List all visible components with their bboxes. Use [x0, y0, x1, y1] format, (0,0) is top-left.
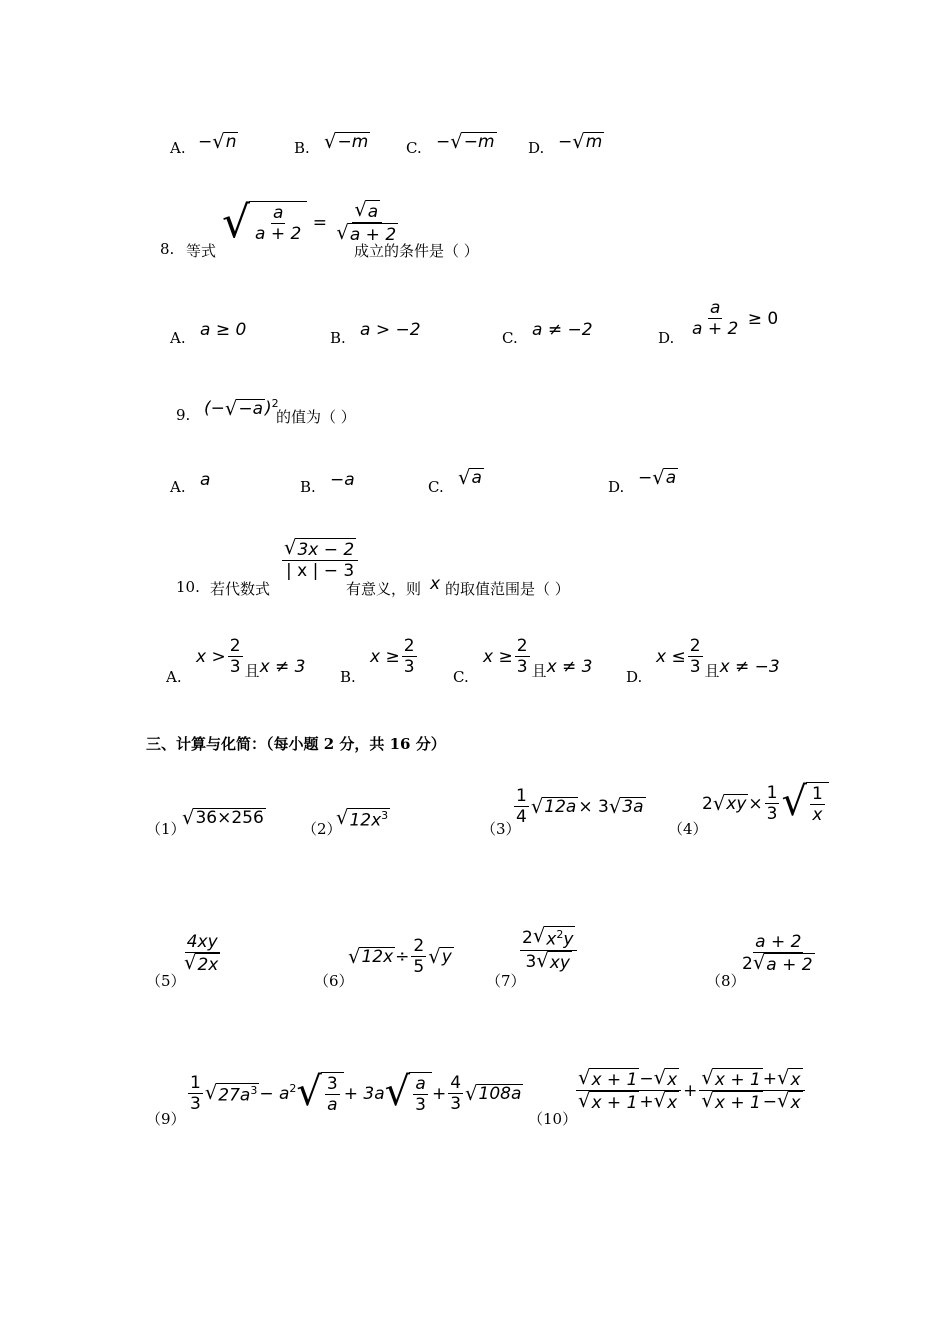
q9-expression: (− √ −a )$^2$ — [204, 396, 279, 420]
q8-option-b-math: a > −2 — [360, 320, 421, 340]
problem-6-expression: √ 12x ÷ $\frac{2}{5}$ √ y — [348, 936, 452, 978]
q7-option-c-math: − √ −m — [436, 130, 495, 153]
q9-option-d-math: − √ a — [638, 466, 677, 489]
q8-option-c-math: a ≠ −2 — [532, 320, 593, 340]
q8-option-d-math: $\frac{a}{a + 2}$ ≥ 0 — [692, 298, 779, 340]
q8-option-c-label: C. — [502, 329, 518, 347]
section-3-title: 三、计算与化简：（每小题 2 分，共 16 分） — [146, 735, 446, 753]
q10-option-c-math: x ≥ $\frac{2}{3}$ 且x ≠ 3 — [483, 636, 593, 680]
q10-option-d-label: D. — [626, 668, 643, 686]
q9-option-b-label: B. — [300, 478, 316, 496]
q7-option-d-label: D. — [528, 139, 545, 157]
problem-4-expression: 2 √ xy × $\frac{1}{3}$ √ $\frac{1}{x}$ — [702, 782, 829, 826]
problem-2-expression: √ $12x^3$ — [336, 806, 389, 831]
q10-option-b-math: x ≥ $\frac{2}{3}$ — [370, 636, 415, 678]
problem-10-expression: √ x + 1 − √ x √ x + 1 + √ x + √ x + 1 + √ x √ x + 1 − √ x — [574, 1068, 807, 1114]
problem-6-label: （6） — [314, 972, 354, 990]
q10-option-b-label: B. — [340, 668, 356, 686]
q7-option-c-label: C. — [406, 139, 422, 157]
q10-expression: √ 3x − 2 | x | − 3 — [280, 538, 360, 582]
problem-3-label: （3） — [481, 820, 521, 838]
q8-suffix: 成立的条件是（ ） — [354, 242, 479, 260]
q8-option-b-label: B. — [330, 329, 346, 347]
q10-option-d-math: x ≤ $\frac{2}{3}$ 且x ≠ −3 — [656, 636, 780, 680]
q10-suffix: 的取值范围是（ ） — [445, 580, 570, 598]
q9-option-a-math: a — [200, 470, 211, 490]
q10-option-a-label: A. — [166, 668, 182, 686]
q10-number: 10. — [176, 578, 200, 596]
problem-5-expression: 4xy √ 2x — [184, 932, 219, 976]
q9-suffix: 的值为（ ） — [276, 408, 356, 426]
q9-option-a-label: A. — [170, 478, 186, 496]
q10-option-a-math: x > $\frac{2}{3}$ 且x ≠ 3 — [196, 636, 306, 680]
problem-4-label: （4） — [668, 820, 708, 838]
problem-9-label: （9） — [146, 1110, 186, 1128]
problem-1-expression: √ 36×256 — [182, 806, 264, 829]
q7-option-d-math: − √ m — [558, 130, 603, 153]
problem-5-label: （5） — [146, 972, 186, 990]
q9-option-b-math: −a — [330, 470, 355, 490]
q8-equation: √ $\frac{a}{a + 2}$ = √ a √ a + 2 — [222, 196, 397, 248]
q9-option-d-label: D. — [608, 478, 625, 496]
q8-option-a-label: A. — [170, 329, 186, 347]
problem-7-expression: 2 √ $x^2y$ 3 √ xy — [518, 926, 579, 973]
q7-option-b-math: √ −m — [324, 130, 369, 153]
q7-option-a-label: A. — [170, 139, 186, 157]
q10-option-c-label: C. — [453, 668, 469, 686]
q8-prefix: 等式 — [186, 242, 217, 260]
problem-3-expression: $\frac{1}{4}$ √ 12a × 3 √ 3a — [516, 786, 644, 828]
problem-8-label: （8） — [706, 972, 746, 990]
q10-var: x — [430, 574, 441, 594]
problem-8-expression: a + 2 2 √ a + 2 — [742, 932, 813, 976]
q8-option-a-math: a ≥ 0 — [200, 320, 247, 340]
q8-option-d-label: D. — [658, 329, 675, 347]
q9-option-c-math: √ a — [458, 466, 482, 489]
problem-1-label: （1） — [146, 820, 186, 838]
q9-number: 9. — [176, 406, 191, 424]
problem-9-expression: $\frac{1}{3}$ √ $27a^3$ − $a^2$ √ $\frac{3}{a}$ + 3a √ $\frac{a}{3}$ + $\frac{4}{3}$ √ 108a — [190, 1069, 522, 1116]
problem-7-label: （7） — [486, 972, 526, 990]
q9-option-c-label: C. — [428, 478, 444, 496]
problem-10-label: （10） — [528, 1110, 578, 1128]
q8-number: 8. — [160, 240, 175, 258]
q7-option-a-math: − √ n — [198, 130, 237, 153]
q10-mid: 有意义，则 — [346, 580, 422, 598]
q7-option-b-label: B. — [294, 139, 310, 157]
q10-prefix: 若代数式 — [210, 580, 271, 598]
problem-2-label: （2） — [302, 820, 342, 838]
